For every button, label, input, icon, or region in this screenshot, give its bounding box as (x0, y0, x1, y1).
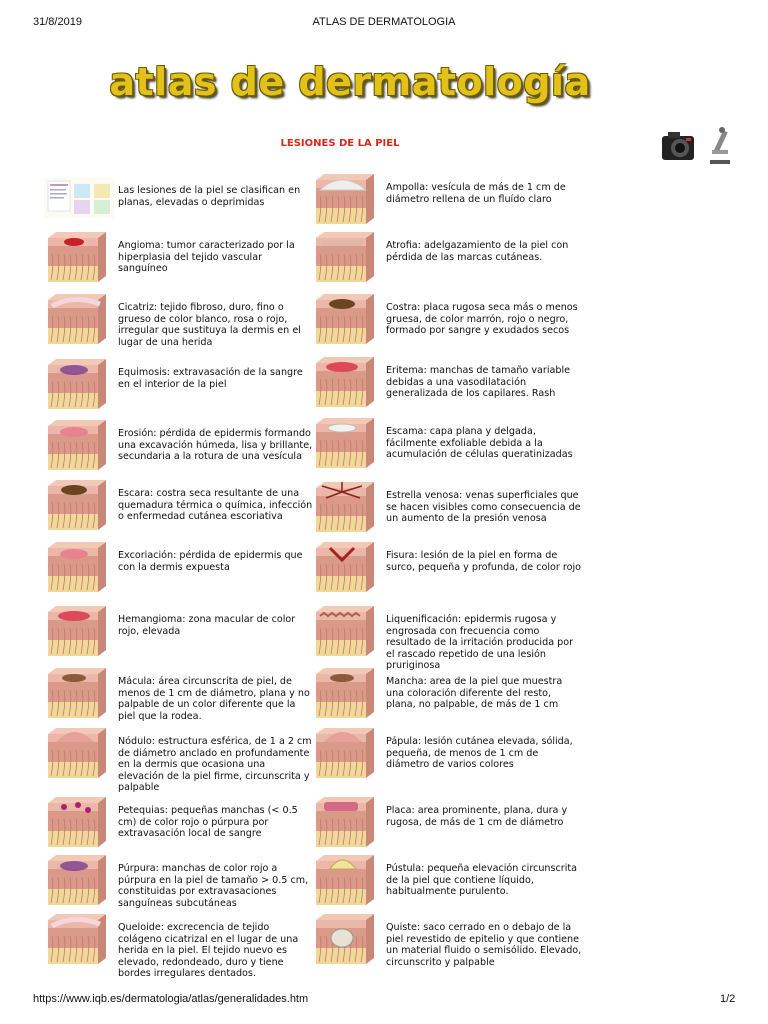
lesion-description: Escama: capa plana y delgada, fácilmente exfoliable debida a la acumulación de células queratinizadas (386, 426, 573, 461)
lesion-thumbnail (44, 666, 108, 720)
section-title: LESIONES DE LA PIEL (280, 138, 400, 149)
intro-text: Las lesiones de la piel se clasifican en planas, elevadas o deprimidas (118, 185, 301, 208)
lesion-description: Hemangioma: zona macular de color rojo, elevada (118, 614, 296, 637)
lesion-description: Angioma: tumor caracterizado por la hiperplasia del tejido vascular sanguíneo (118, 240, 295, 275)
lesion-description: Quiste: saco cerrado en o debajo de la piel revestido de epitelio y que contiene un material fluido o semisólido. Elevado, circunscrito y palpable (386, 922, 582, 968)
lesion-thumbnail (44, 853, 108, 907)
lesion-description: Pápula: lesión cutánea elevada, sólida, pequeña, de menos de 1 cm de diámetro de varios colores (386, 736, 573, 771)
lesion-thumbnail (44, 912, 108, 966)
lesion-description: Pústula: pequeña elevación circunscrita de la piel que contiene líquido, habitualmente purulento. (386, 863, 578, 898)
lesion-description: Ampolla: vesícula de más de 1 cm de diámetro rellena de un fluído claro (386, 182, 566, 205)
lesion-thumbnail (44, 418, 108, 472)
lesion-description: Equimosis: extravasación de la sangre en el interior de la piel (118, 367, 303, 390)
lesion-description: Costra: placa rugosa seca más o menos gruesa, de color marrón, rojo o negro, formado por sangre y exudados secos (386, 302, 578, 337)
lesion-thumbnail (312, 416, 376, 470)
lesion-thumbnail (312, 795, 376, 849)
lesion-thumbnail (44, 357, 108, 411)
lesion-thumbnail (44, 726, 108, 780)
camera-icon (660, 124, 734, 166)
lesion-thumbnail (312, 540, 376, 594)
microscope-icon (710, 127, 730, 164)
lesion-description: Escara: costra seca resultante de una quemadura térmica o química, infección o enfermedad cutánea escoriativa (118, 488, 313, 523)
print-date: 31/8/2019 (33, 16, 82, 28)
lesion-thumbnail (44, 478, 108, 532)
print-title: ATLAS DE DERMATOLOGIA (312, 16, 456, 28)
lesion-description: Queloide: excrecencia de tejido colágeno cicatrizal en el lugar de una herida en la piel. El tejido nuevo es elevado, redondeado, duro y tiene bordes irregulares dentados. (118, 922, 299, 980)
lesion-description: Nódulo: estructura esférica, de 1 a 2 cm de diámetro anclado en profundamente en la dermis que ocasiona una elevación de la piel firme, circunscrita y palpable (118, 736, 312, 794)
page-number: 1/2 (720, 993, 736, 1005)
lesion-description: Mancha: area de la piel que muestra una coloración diferente del resto, plana, no palpable, de más de 1 cm (386, 676, 563, 711)
lesion-description: Mácula: área circunscrita de piel, de menos de 1 cm de diámetro, plana y no palpable de un color diferente que la piel que la rodea. (118, 676, 310, 722)
lesion-thumbnail (44, 292, 108, 346)
lesion-description: Púrpura: manchas de color rojo a púrpura en la piel de tamaño > 0.5 cm, constituidas por extravasaciones sanguíneas subcutáneas (118, 863, 309, 909)
lesion-description: Estrella venosa: venas superficiales que se hacen visibles como consecuencia de un aumento de la presión venosa (386, 490, 581, 525)
lesion-thumbnail (312, 604, 376, 658)
print-url[interactable]: https://www.iqb.es/dermatologia/atlas/generalidades.htm (33, 993, 309, 1005)
lesion-thumbnail (312, 355, 376, 409)
lesion-thumbnail (312, 172, 376, 226)
camera-microscope-icons[interactable] (660, 124, 734, 166)
lesion-description: Petequias: pequeñas manchas (< 0.5 cm) de color rojo o púrpura por extravasación local de sangre (118, 805, 298, 840)
lesion-description: Erosión: pérdida de epidermis formando una excavación húmeda, lisa y brillante, secundaria a la rotura de una vesícula (118, 428, 313, 463)
lesion-thumbnail (312, 726, 376, 780)
lesion-description: Excoriación: pérdida de epidermis que con la dermis expuesta (118, 550, 303, 573)
lesion-thumbnail (44, 604, 108, 658)
lesion-thumbnail (312, 292, 376, 346)
lesion-thumbnail (312, 853, 376, 907)
lesion-description: Eritema: manchas de tamaño variable debidas a una vasodilatación generalizada de los capilares. Rash (386, 365, 571, 400)
lesion-thumbnail (312, 666, 376, 720)
lesion-thumbnail (44, 795, 108, 849)
lesion-thumbnail (312, 912, 376, 966)
lesion-thumbnail (312, 230, 376, 284)
lesion-thumbnail (312, 480, 376, 534)
lesion-description: Fisura: lesión de la piel en forma de surco, pequeña y profunda, de color rojo (386, 550, 582, 573)
atlas-logo: atlas de dermatología (109, 60, 591, 104)
lesion-description: Placa: area prominente, plana, dura y rugosa, de más de 1 cm de diámetro (386, 805, 568, 828)
intro-thumbnail (44, 178, 114, 218)
lesion-thumbnail (44, 230, 108, 284)
lesion-description: Liquenificación: epidermis rugosa y engrosada con frecuencia como resultado de la irritación producida por el rascado repetido de una lesión pruriginosa (386, 614, 574, 672)
lesion-description: Atrofia: adelgazamiento de la piel con pérdida de las marcas cutáneas. (386, 240, 569, 263)
lesion-thumbnail (44, 540, 108, 594)
lesion-description: Cicatriz: tejido fibroso, duro, fino o grueso de color blanco, rosa o rojo, irregular que sustituya la dermis en el lugar de una herida (118, 302, 301, 348)
